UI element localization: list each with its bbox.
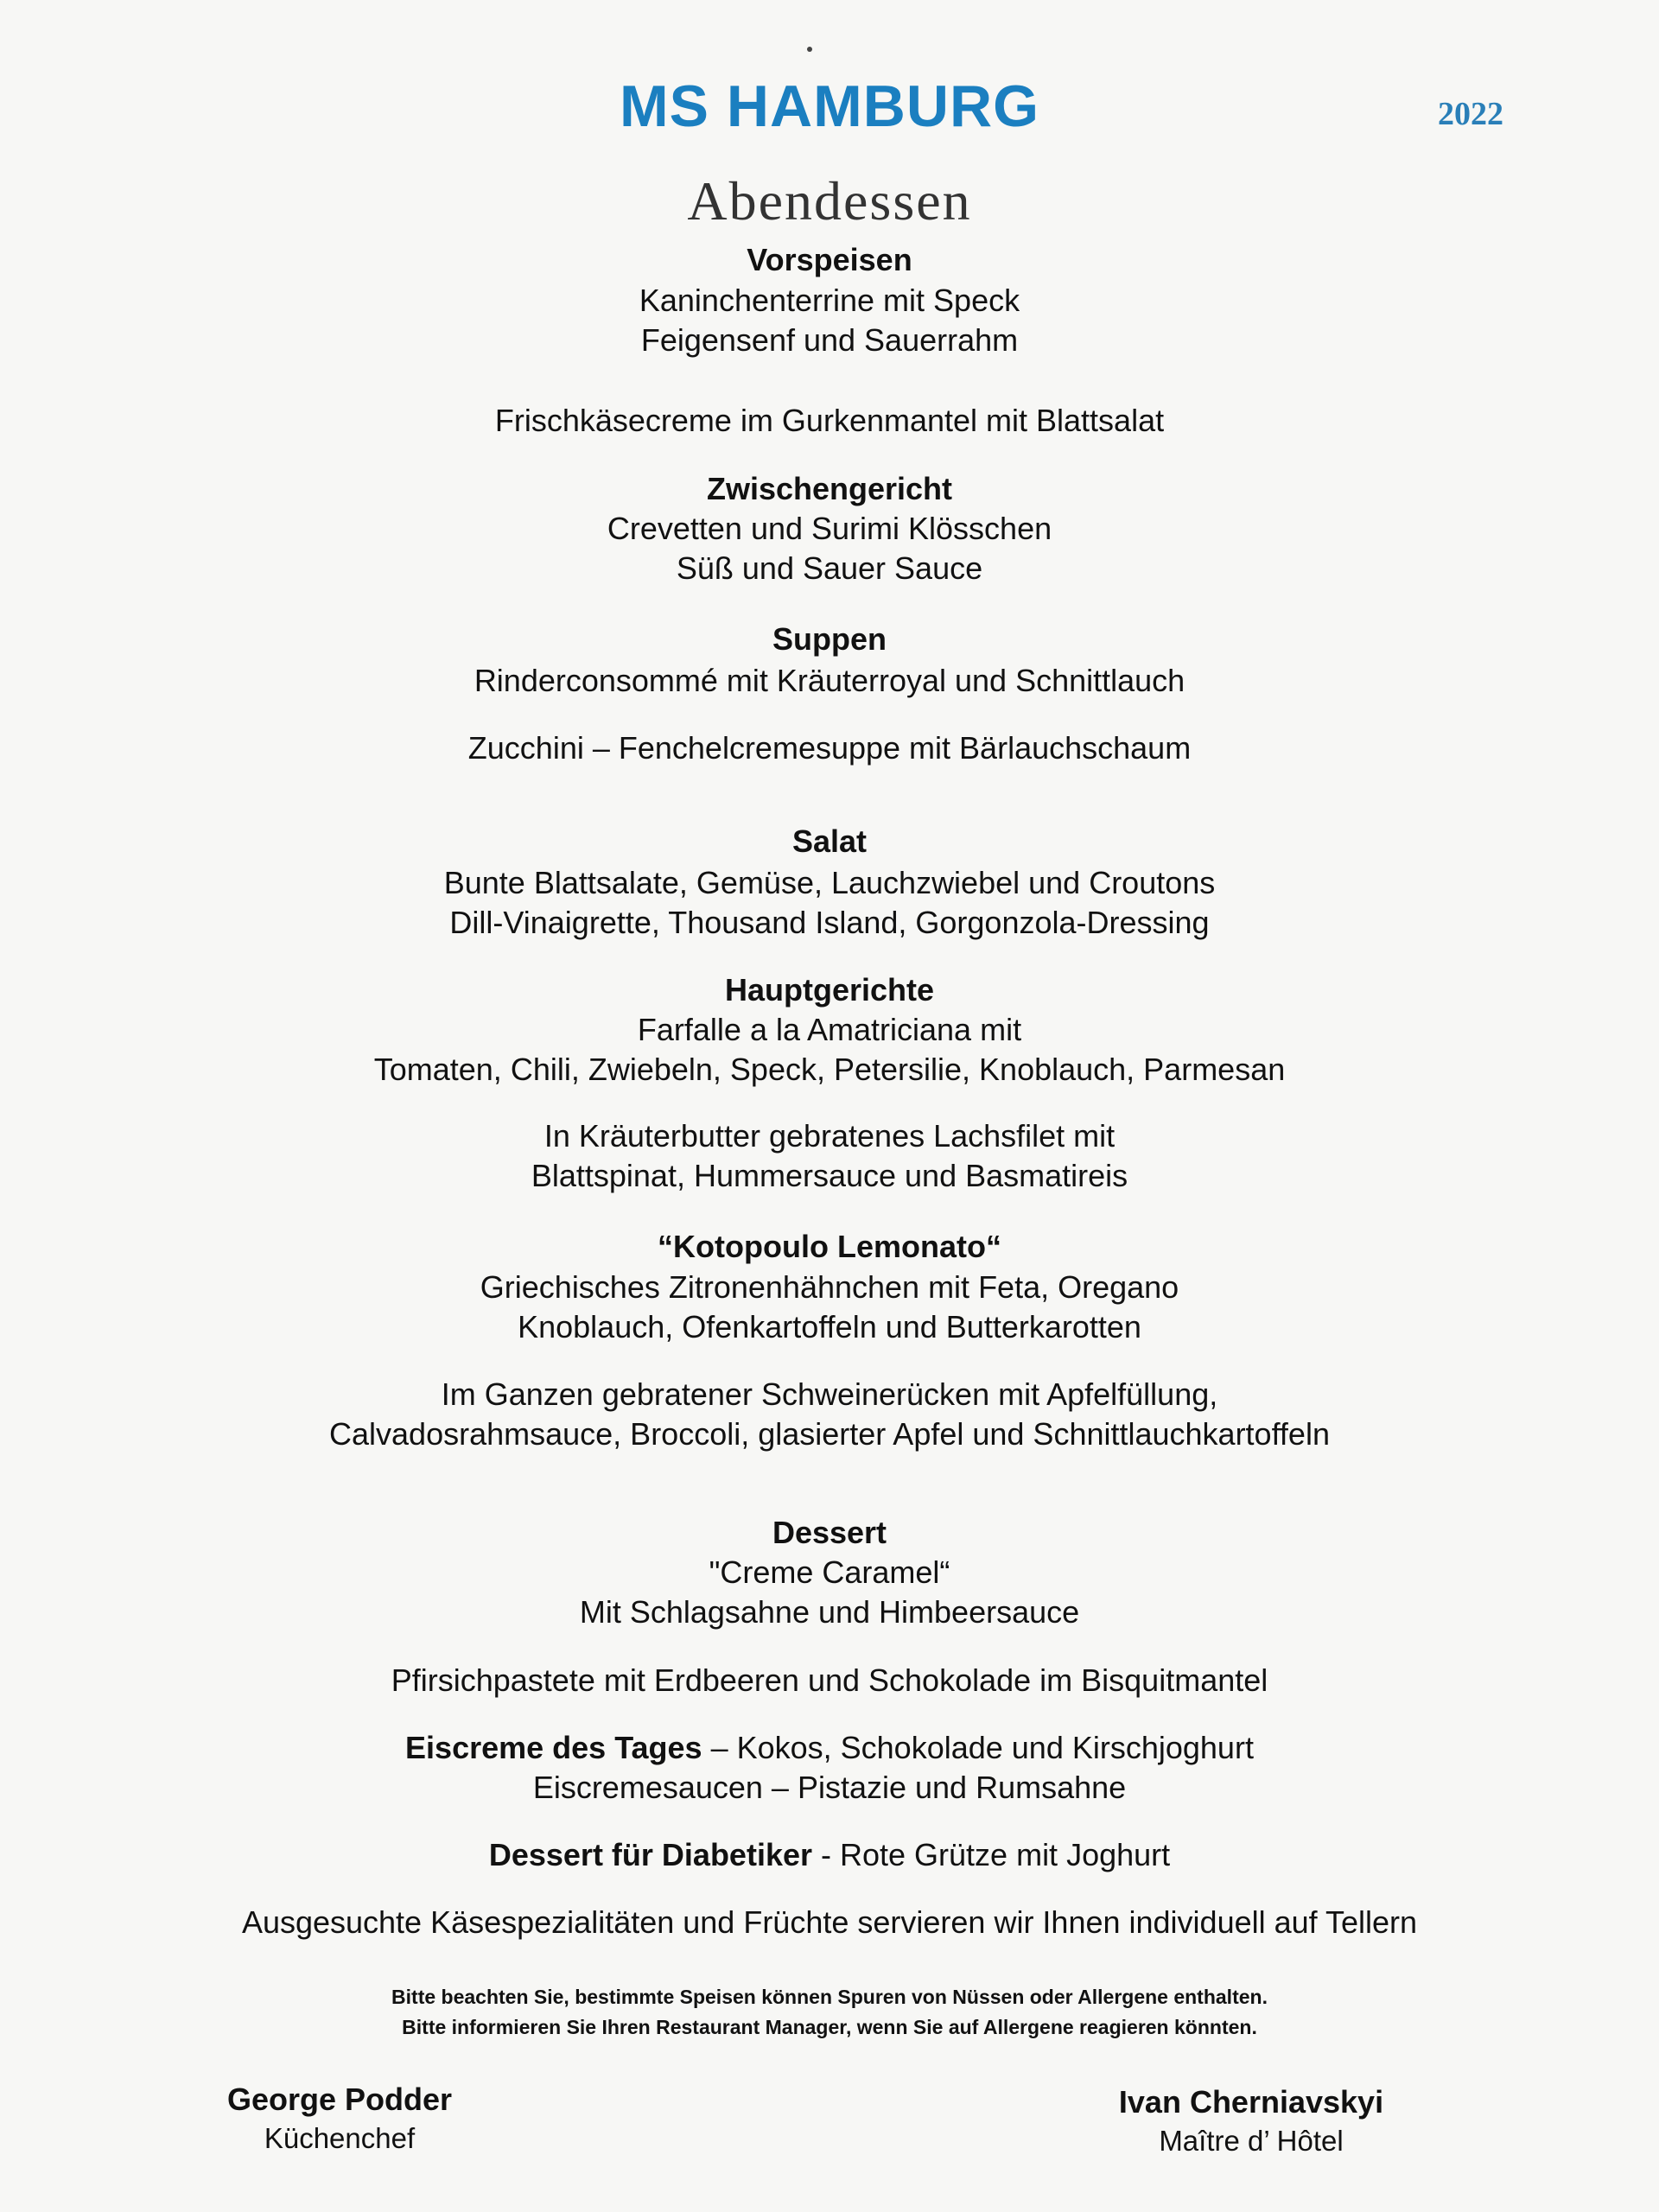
menu-line: Bunte Blattsalate, Gemüse, Lauchzwiebel und Croutons: [443, 865, 1216, 900]
menu-line: Dill-Vinaigrette, Thousand Island, Gorgonzola-Dressing: [449, 905, 1210, 940]
year-label: 2022: [1438, 96, 1503, 132]
menu-line: Blattspinat, Hummersauce und Basmatireis: [531, 1158, 1128, 1193]
menu-line: Calvadosrahmsauce, Broccoli, glasierter Apfel und Schnittlauchkartoffeln: [329, 1416, 1330, 1452]
menu-line: Zucchini – Fenchelcremesuppe mit Bärlauchschaum: [467, 730, 1192, 766]
menu-line: Farfalle a la Amatriciana mit: [637, 1012, 1022, 1047]
ice-cream-flavors: – Kokos, Schokolade und Kirschjoghurt: [702, 1730, 1254, 1765]
ice-cream-line: [0, 1730, 1659, 1766]
allergen-note: Bitte informieren Sie Ihren Restaurant Manager, wenn Sie auf Allergene reagieren könnten.: [402, 2016, 1257, 2038]
maitre-role: Maître d’ Hôtel: [1159, 2125, 1344, 2157]
section-heading-salat: Salat: [791, 823, 868, 859]
section-heading-dessert: Dessert: [772, 1515, 887, 1550]
section-heading-hauptgerichte: Hauptgerichte: [724, 972, 935, 1007]
menu-line: In Kräuterbutter gebratenes Lachsfilet mit: [543, 1118, 1116, 1154]
menu-line: Rinderconsommé mit Kräuterroyal und Schnittlauch: [474, 663, 1185, 698]
menu-line: Griechisches Zitronenhähnchen mit Feta, Oregano: [480, 1269, 1179, 1305]
menu-line: Feigensenf und Sauerrahm: [640, 322, 1019, 358]
section-heading-suppen: Suppen: [772, 621, 887, 657]
menu-line: Eiscremesaucen – Pistazie und Rumsahne: [532, 1770, 1127, 1805]
allergen-note: Bitte beachten Sie, bestimmte Speisen können Spuren von Nüssen oder Allergene enthalten.: [391, 1986, 1268, 2008]
diabetic-dessert-text: - Rote Grütze mit Joghurt: [812, 1837, 1171, 1872]
decorative-dot: [807, 47, 812, 52]
menu-line: Crevetten und Surimi Klösschen: [607, 511, 1052, 546]
menu-line: Mit Schlagsahne und Himbeersauce: [579, 1594, 1080, 1630]
chef-role: Küchenchef: [264, 2122, 416, 2154]
menu-subtitle: Abendessen: [687, 170, 972, 232]
menu-line: Tomaten, Chili, Zwiebeln, Speck, Petersilie, Knoblauch, Parmesan: [373, 1052, 1286, 1087]
menu-line: Im Ganzen gebratener Schweinerücken mit Apfelfüllung,: [441, 1376, 1218, 1412]
chef-name: George Podder: [226, 2082, 453, 2117]
diabetic-dessert-line: [0, 1837, 1659, 1873]
menu-line: Pfirsichpastete mit Erdbeeren und Schokolade im Bisquitmantel: [391, 1662, 1268, 1698]
section-heading-zwischengericht: Zwischengericht: [706, 471, 953, 506]
cheese-line: Ausgesuchte Käsespezialitäten und Früchte servieren wir Ihnen individuell auf Tellern: [241, 1904, 1418, 1940]
menu-line: Knoblauch, Ofenkartoffeln und Butterkarotten: [518, 1309, 1141, 1344]
brand-title: MS HAMBURG: [620, 73, 1039, 139]
section-heading-vorspeisen: Vorspeisen: [747, 242, 912, 277]
menu-line: Kaninchenterrine mit Speck: [639, 283, 1020, 318]
special-dish-heading: “Kotopoulo Lemonato“: [658, 1229, 1001, 1264]
menu-line: Süß und Sauer Sauce: [676, 550, 983, 586]
diabetic-dessert-label: Dessert für Diabetiker: [488, 1837, 812, 1872]
maitre-name: Ivan Cherniavskyi: [1118, 2084, 1384, 2120]
ice-cream-label: Eiscreme des Tages: [405, 1730, 702, 1765]
menu-line: "Creme Caramel“: [709, 1554, 950, 1590]
menu-line: Frischkäsecreme im Gurkenmantel mit Blattsalat: [494, 403, 1165, 438]
